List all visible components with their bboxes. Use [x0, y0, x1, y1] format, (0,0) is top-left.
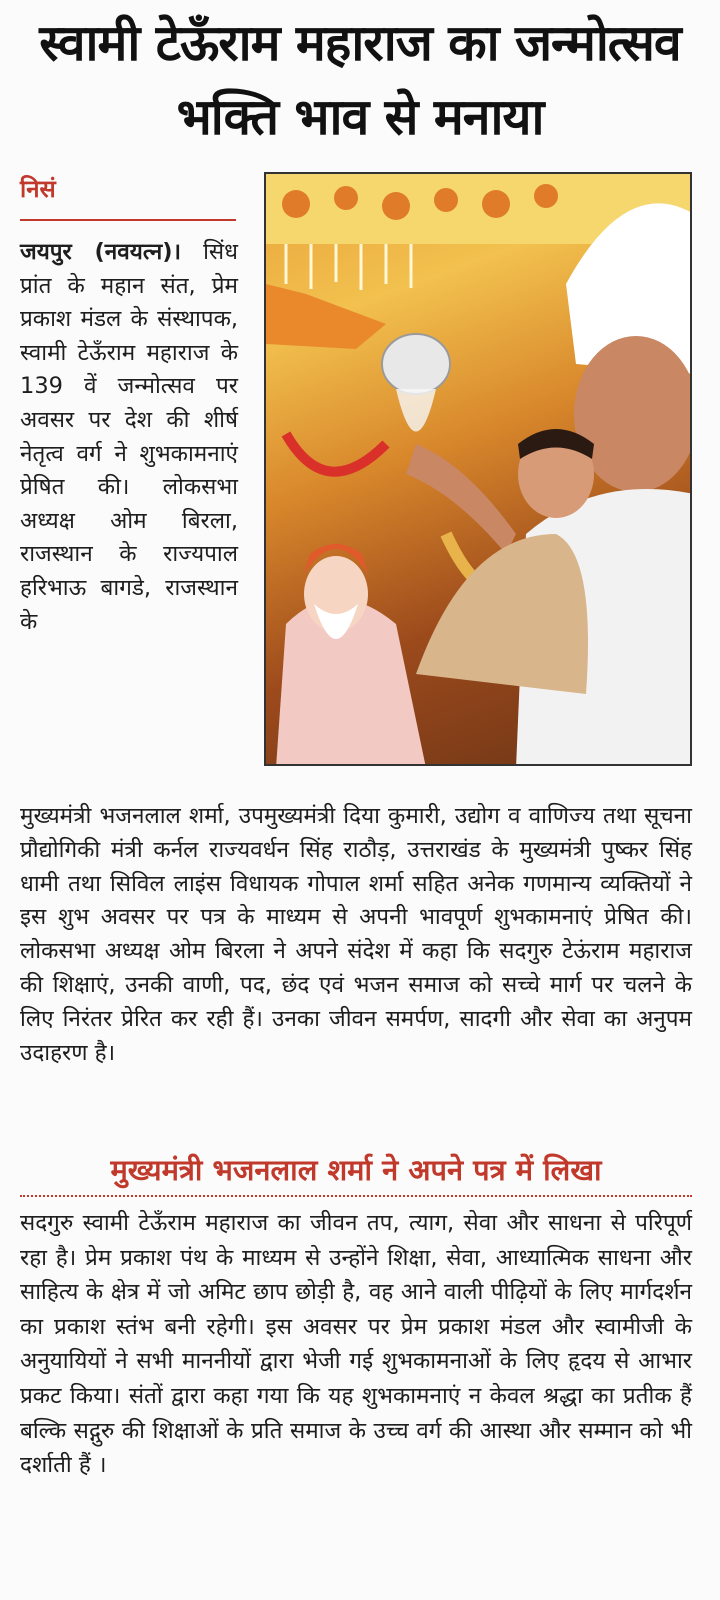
saint-statue — [276, 544, 426, 766]
tag-divider — [20, 219, 236, 221]
ceremony-photo-illustration — [266, 174, 692, 766]
water-pot — [382, 334, 450, 432]
column-body: सिंध प्रांत के महान संत, प्रेम प्रकाश मंडल के संस्थापक, स्वामी टेऊँराम महाराज के 139 वें जन्मोत्सव पर अवसर पर देश की शीर्ष नेतृत्व वर्ग ने शुभकामनाएं प्रेषित की। लोकसभा अध्यक्ष ओम बिरला, राजस्थान के राज्यपाल हरिभाऊ बागडे, राजस्थान के — [20, 239, 238, 635]
article-body-second: सदगुरु स्वामी टेऊँराम महाराज का जीवन तप, त्याग, सेवा और साधना से परिपूर्ण रहा है। प्रेम प्रकाश पंथ के माध्यम से उन्होंने शिक्षा, सेवा, आध्यात्मिक साधना और साहित्य के क्षेत्र में जो अमिट छाप छोड़ी है, वह आने वाली पीढ़ियों के लिए मार्गदर्शन का प्रकाश स्तंभ बनी रहेगी। इस अवसर पर प्रेम प्रकाश मंडल और स्वामीजी के अनुयायियों ने सभी माननीयों द्वारा भेजी गई शुभकामनाओं के लिए हृदय से आभार प्रकट किया। संतों द्वारा कहा गया कि यह शुभकामनाएं न केवल श्रद्धा का प्रतीक हैं बल्कि सद्गुरु की शिक्षाओं के प्रति समाज के उच्च वर्ग की आस्था और सम्मान को भी दर्शाती हैं । — [20, 1210, 692, 1479]
headline: स्वामी टेऊँराम महाराज का जन्मोत्सव भक्ति भाव से मनाया — [39, 14, 681, 146]
source-tag: निसं — [20, 175, 56, 203]
left-column-text — [20, 236, 238, 639]
dateline: जयपुर (नवयत्न)। — [20, 239, 182, 265]
ceremony-photo — [264, 172, 692, 766]
subheading-divider — [20, 1195, 692, 1197]
subheading: मुख्यमंत्री भजनलाल शर्मा ने अपने पत्र में लिखा — [110, 1153, 602, 1187]
article-body-continued: मुख्यमंत्री भजनलाल शर्मा, उपमुख्यमंत्री दिया कुमारी, उद्योग व वाणिज्य तथा सूचना प्रौद्योगिकी मंत्री कर्नल राज्यवर्धन सिंह राठौड़, उत्तराखंड के मुख्यमंत्री पुष्कर सिंह धामी तथा सिविल लाइंस विधायक गोपाल शर्मा सहित अनेक गणमान्य व्यक्तियों ने इस शुभ अवसर पर पत्र के माध्यम से अपनी भावपूर्ण शुभकामनाएं प्रेषित की। लोकसभा अध्यक्ष ओम बिरला ने अपने संदेश में कहा कि सदगुरु टेऊंराम महाराज की शिक्षाएं, उनकी वाणी, पद, छंद एवं भजन समाज को सच्चे मार्ग पर चलने के लिए निरंतर प्रेरित कर रही हैं। उनका जीवन समर्पण, सादगी और सेवा का अनुपम उदाहरण है। — [20, 803, 692, 1066]
